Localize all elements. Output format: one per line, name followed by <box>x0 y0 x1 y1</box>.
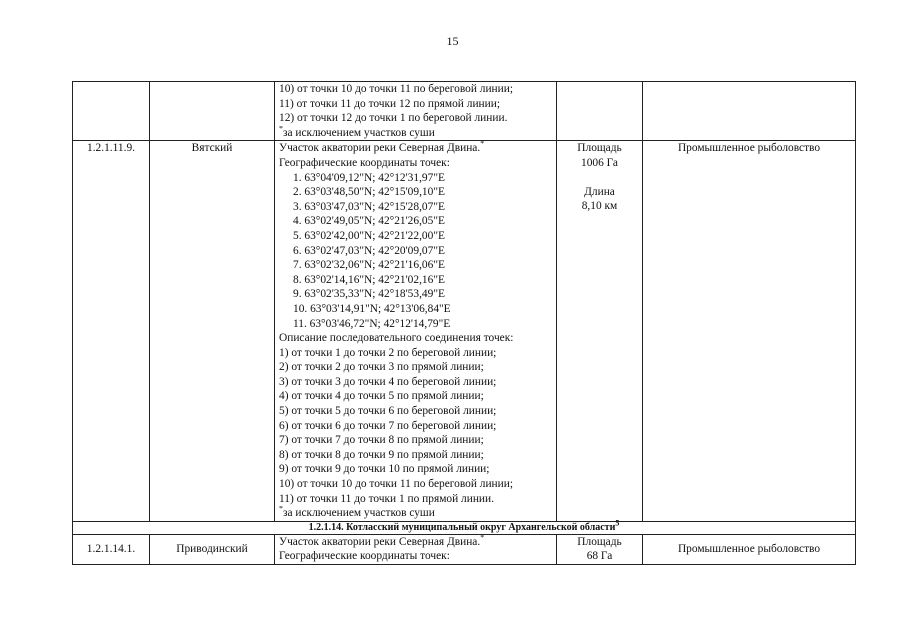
connection-line: 7) от точки 7 до точки 8 по прямой линии; <box>279 434 484 447</box>
connection-line: 9) от точки 9 до точки 10 по прямой линии; <box>279 463 490 476</box>
footnote-line: *за исключением участков суши <box>279 506 435 520</box>
footnote-text: за исключением участков суши <box>283 507 435 520</box>
coordinate-item: 7. 63°02'32,06"N; 42°21'16,06"E <box>293 259 445 272</box>
area-value: 68 Га <box>586 550 613 563</box>
connection-line: 10) от точки 10 до точки 11 по береговой линии; <box>279 478 514 491</box>
connection-line: 1) от точки 1 до точки 2 по береговой линии; <box>279 346 497 359</box>
coordinate-item: 9. 63°02'35,33"N; 42°18'53,49"E <box>293 288 445 301</box>
connection-line: 11) от точки 11 до точки 12 по прямой линии; <box>279 97 500 110</box>
coordinate-item: 8. 63°02'14,16"N; 42°21'02,16"E <box>293 273 445 286</box>
description-intro: Участок акватории реки Северная Двина.* <box>279 534 485 548</box>
table-row-vyatsky <box>73 141 856 521</box>
coordinate-item: 1. 63°04'09,12"N; 42°12'31,97"E <box>293 171 445 184</box>
section-header-row <box>73 521 856 534</box>
cell-number <box>73 82 150 141</box>
area-value: 1006 Га <box>581 156 618 169</box>
coordinate-item: 11. 63°03'46,72"N; 42°12'14,79"E <box>293 317 451 330</box>
cell-description <box>275 534 557 564</box>
connection-line: 12) от точки 12 до точки 1 по береговой линии. <box>279 112 508 125</box>
fishing-areas-table <box>72 81 856 565</box>
area-name: Вятский <box>150 141 275 521</box>
cell-description <box>275 82 557 141</box>
coordinate-item: 5. 63°02'42,00"N; 42°21'22,00"E <box>293 229 445 242</box>
connection-line: 2) от точки 2 до точки 3 по прямой линии; <box>279 361 484 374</box>
cell-description <box>275 141 557 521</box>
cell-area <box>557 534 643 564</box>
coordinate-item: 3. 63°03'47,03"N; 42°15'28,07"E <box>293 200 445 213</box>
table-row-continuation <box>73 82 856 141</box>
usage-type: Промышленное рыболовство <box>643 141 856 521</box>
coords-label: Географические координаты точек: <box>279 156 450 169</box>
coordinate-item: 2. 63°03'48,50"N; 42°15'09,10"E <box>293 186 445 199</box>
connection-line: 4) от точки 4 до точки 5 по прямой линии; <box>279 390 484 403</box>
usage-type: Промышленное рыболовство <box>643 534 856 564</box>
connection-line: 3) от точки 3 до точки 4 по береговой линии; <box>279 375 497 388</box>
cell-area <box>557 141 643 521</box>
coordinate-item: 10. 63°03'14,91"N; 42°13'06,84"E <box>293 302 451 315</box>
section-title: 1.2.1.14. Котласский муниципальный округ Архангельской области$^5$ <box>73 521 856 534</box>
row-number: 1.2.1.11.9. <box>73 141 150 521</box>
connection-line: 11) от точки 11 до точки 1 по прямой линии. <box>279 492 494 505</box>
table-row-privodinsky <box>73 534 856 564</box>
description-intro: Участок акватории реки Северная Двина.* <box>279 141 485 155</box>
page-number: 15 <box>446 34 459 48</box>
coordinate-item: 4. 63°02'49,05"N; 42°21'26,05"E <box>293 215 445 228</box>
length-value: 8,10 км <box>581 200 618 213</box>
area-label: Площадь <box>577 142 622 155</box>
row-number: 1.2.1.14.1. <box>73 534 150 564</box>
connection-line: 10) от точки 10 до точки 11 по береговой линии; <box>279 83 514 95</box>
section-footnote-mark: 5 <box>615 518 620 528</box>
length-label: Длина <box>584 185 615 198</box>
cell-name <box>150 82 275 141</box>
cell-usage <box>643 82 856 141</box>
coordinate-item: 6. 63°02'47,03"N; 42°20'09,07"E <box>293 244 445 257</box>
connection-line: 8) от точки 8 до точки 9 по прямой линии; <box>279 448 484 461</box>
footnote-text: за исключением участков суши <box>283 126 435 139</box>
footnote-line: *за исключением участков суши <box>279 125 435 139</box>
connection-line: 6) от точки 6 до точки 7 по береговой линии; <box>279 419 497 432</box>
area-label: Площадь <box>577 535 622 548</box>
coords-label: Географические координаты точек: <box>279 550 450 563</box>
connections-label: Описание последовательного соединения точек: <box>279 332 514 345</box>
cell-area <box>557 82 643 141</box>
area-name: Приводинский <box>150 534 275 564</box>
connection-line: 5) от точки 5 до точки 6 по береговой линии; <box>279 405 497 418</box>
